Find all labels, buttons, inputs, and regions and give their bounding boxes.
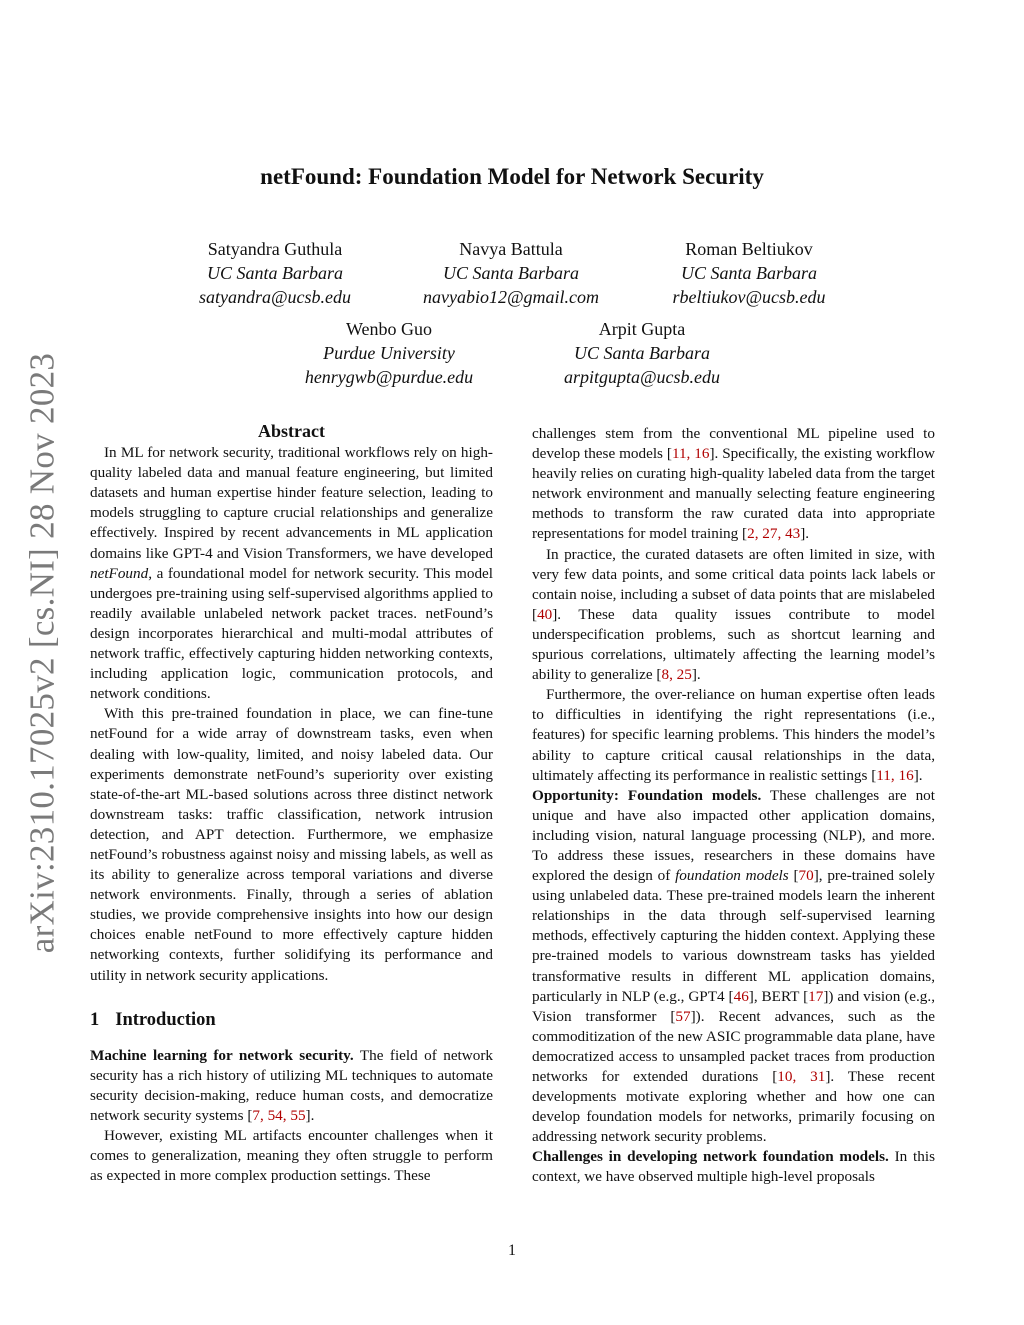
citation-link[interactable]: 7, 54, 55 (252, 1107, 306, 1124)
arxiv-stamp-text: arXiv:2310.17025v2 [cs.NI] 28 Nov 2023 (22, 352, 61, 954)
citation-link[interactable]: 70 (798, 867, 814, 885)
body-paragraph: challenges stem from the conventional ML pipeline used to develop these models [11, 16]. Specifically, the existing workflow heavily relies on curating high-quality labeled data from the target network environment and manually selecting feature engineering methods to transform the raw curated data into appropriate representations for model training [2, 27, 43]. (532, 425, 935, 543)
citation-link[interactable]: 11, 16 (671, 445, 710, 463)
citation-link[interactable]: 11, 16 (876, 766, 914, 784)
citation-link[interactable]: 8, 25 (661, 666, 692, 684)
abstract-paragraph: With this pre-trained foundation in place, we can fine-tune netFound for a wide array of downstream tasks, even when dealing with low-quality, limited, and noisy labeled data. Our experiments demonstrate netFound’s superiority over existing state-of-the-art ML-based solutions across three distinct network downstream tasks: traffic classification, network intrusion detection, and APT detection. Furthermore, we emphasize netFound’s robustness against noisy and missing labels, as well as its ability to generalize across temporal variations and diverse network environments. Finally, through a series of ablation studies, we provide comprehensive insights into how our design choices enable netFound to more effectively capture hidden networking contexts, further solidifying its performance and utility in network security applications. (90, 705, 493, 984)
author-email[interactable]: navyabio12@gmail.com (422, 287, 600, 307)
paper-title: netFound: Foundation Model for Network Security (260, 164, 764, 189)
citation-link[interactable]: 46 (733, 987, 749, 1005)
author-affiliation: UC Santa Barbara (680, 263, 817, 283)
body-paragraph: However, existing ML artifacts encounter challenges when it comes to generalization, meaning they often struggle to perform as expected in more complex production settings. These (90, 1127, 493, 1185)
author-block (145, 237, 405, 309)
page-number: 1 (508, 1242, 516, 1259)
author-name: Wenbo Guo (345, 319, 433, 339)
author-email[interactable]: arpitgupta@ucsb.edu (563, 367, 721, 387)
body-paragraph: In practice, the curated datasets are often limited in size, with very few data points, and some critical data points lack labels or contain noise, including a subset of data points that are mislabeled [40]. These data quality issues contribute to model underspecification problems, such as shortcut learning and spurious correlations, ultimately affecting the learning model’s ability to generalize [8, 25]. (532, 545, 935, 684)
author-block (619, 237, 879, 309)
author-name: Navya Battula (459, 239, 563, 259)
author-email[interactable]: satyandra@ucsb.edu (198, 287, 352, 307)
author-block (259, 317, 519, 389)
author-email[interactable]: rbeltiukov@ucsb.edu (672, 287, 826, 307)
author-block (512, 317, 772, 389)
body-paragraph: Opportunity: Foundation models. These challenges are not unique and have also impacted other application domains, including vision, natural language processing (NLP), and more. To address these issues, researchers in these domains have explored the design of foundation models [70], pre-trained solely using unlabeled data. These pre-trained models learn the inherent relationships in the data through self-supervised learning methods, effectively capturing the hidden context. Applying these pre-trained models to various downstream tasks has yielded transformative results in different ML application domains, particularly in NLP (e.g., GPT4 [46], BERT [17]) and vision (e.g., Vision transformer [57]). Recent advances, such as the commoditization of the new ASIC programmable data plane, have democratized access to unsampled packet traces from production networks for extended durations [10, 31]. These recent developments motivate exploring whether and how one can develop foundation models for networks, primarily focusing on addressing network security problems. (532, 786, 936, 1146)
author-block (381, 237, 641, 309)
author-affiliation: Purdue University (323, 343, 455, 363)
abstract-paragraph: In ML for network security, traditional workflows rely on high-quality labeled data and manual feature engineering, but limited datasets and human expertise hinder feature selection, leading to models struggling to capture crucial relationships and generalize effectively. Inspired by recent advancements in ML application domains like GPT-4 and Vision Transformers, we have developed netFound, a foundational model for network security. This model undergoes pre-training using self-supervised algorithms applied to readily available unlabeled network packet traces. netFound’s design incorporates hierarchical and multi-modal attributes of network traffic, effectively capturing hidden networking contexts, including application logic, communication protocols, and network conditions. (90, 444, 493, 703)
left-column (90, 421, 493, 1186)
body-paragraph: Furthermore, the over-reliance on human expertise often leads to difficulties in identifying the right representations (i.e., features) for specific learning problems. This hinders the model’s ability to capture critical causal relationships in the data, ultimately affecting its performance in realistic settings [11, 16]. (532, 686, 935, 784)
citation-link[interactable]: 57 (675, 1007, 691, 1025)
author-affiliation: UC Santa Barbara (573, 343, 710, 363)
citation-link[interactable]: 17 (808, 987, 824, 1005)
citation-link[interactable]: 2, 27, 43 (747, 525, 801, 543)
author-email[interactable]: henrygwb@purdue.edu (304, 367, 474, 387)
right-column (532, 424, 935, 1188)
citation-link[interactable]: 40 (537, 605, 553, 623)
author-name: Arpit Gupta (598, 319, 686, 339)
author-affiliation: UC Santa Barbara (442, 263, 579, 283)
author-name: Satyandra Guthula (207, 239, 343, 259)
arxiv-stamp (12, 352, 72, 954)
author-name: Roman Beltiukov (685, 239, 813, 259)
body-paragraph: Challenges in developing network foundation models. In this context, we have observed multiple high-level proposals (532, 1148, 935, 1186)
section-heading: 1 Introduction (90, 1009, 216, 1030)
abstract-heading: Abstract (258, 421, 325, 441)
citation-link[interactable]: 10, 31 (777, 1068, 826, 1085)
author-affiliation: UC Santa Barbara (206, 263, 343, 283)
body-paragraph: Machine learning for network security. The field of network security has a rich history of utilizing ML techniques to automate security decision-making, reduce human costs, and democratize network security systems [7, 54, 55]. (90, 1046, 493, 1124)
